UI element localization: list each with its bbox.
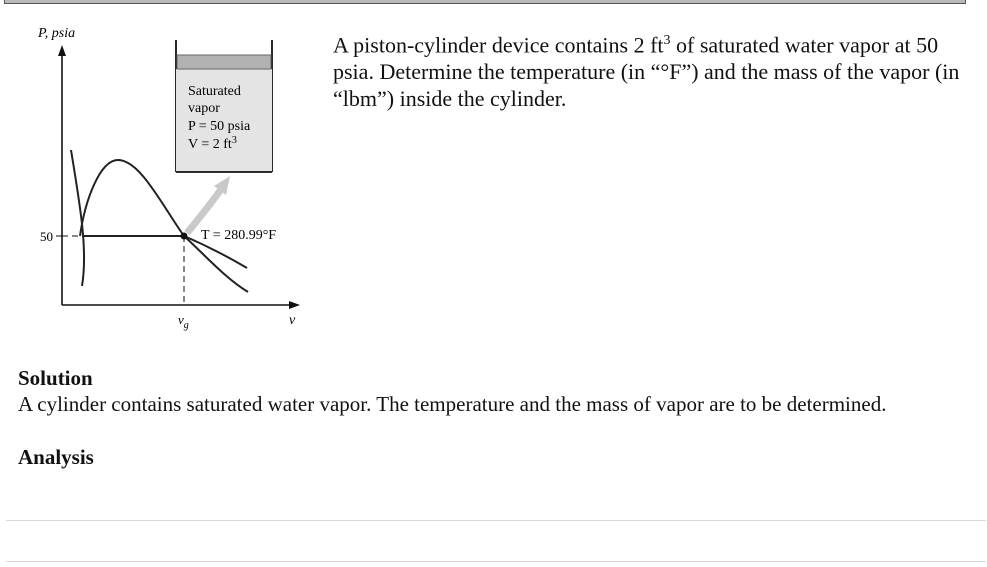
y-axis-label: P, psia — [38, 26, 76, 41]
state-arrow — [187, 188, 222, 233]
solution-text: A cylinder contains saturated water vapor. The temperature and the mass of vapor are to be determined. — [18, 392, 887, 416]
pressure-tick-label: 50 — [40, 229, 53, 244]
saturation-dome — [80, 160, 184, 236]
state-point — [181, 233, 188, 240]
vg-label: $v_g$ — [178, 312, 189, 331]
box-label-line4: V = 2 $ft^3$ — [188, 135, 237, 152]
pv-diagram — [0, 0, 320, 350]
liquid-line — [71, 150, 84, 286]
x-axis-label: v — [289, 313, 296, 328]
box-label-line3: P = 50 psia — [188, 119, 251, 134]
analysis-heading: Analysis — [18, 445, 94, 469]
answer-line — [6, 561, 986, 562]
box-label-line2: vapor — [188, 101, 220, 116]
y-axis-arrow — [58, 45, 66, 56]
box-label-line1: Saturated — [188, 84, 241, 99]
solution-heading: Solution — [18, 366, 93, 390]
piston — [177, 55, 271, 69]
problem-statement: A piston-cylinder device contains 2 $ft^3$ of saturated water vapor at 50 psia. Determine the temperature (in “°F”) and the mass of the vapor (in “lbm”) inside the cylinder. — [333, 32, 960, 112]
answer-line — [6, 520, 986, 521]
temperature-label: T = 280.99°F — [201, 228, 277, 243]
x-axis-arrow — [289, 301, 300, 309]
pv-diagram-figure — [0, 0, 320, 350]
